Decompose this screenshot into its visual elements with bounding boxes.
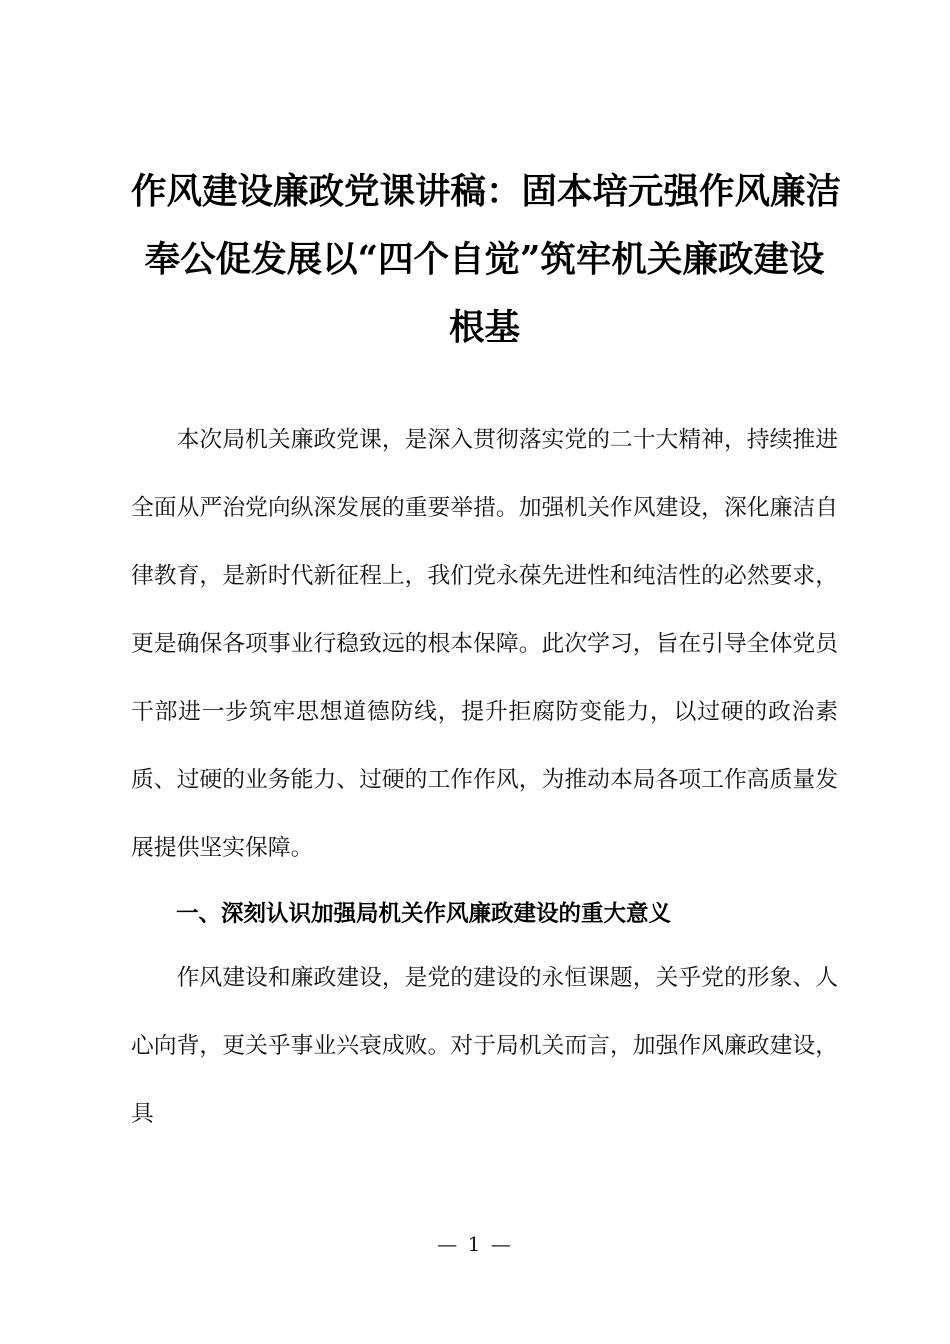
page-content-column: [131, 0, 842, 1148]
document-title-line-3: 根基: [448, 307, 520, 348]
title-body-spacer: [131, 362, 838, 406]
document-title: [131, 0, 842, 362]
body-paragraph-1: 本次局机关廉政党课，是深入贯彻落实党的二十大精神，持续推进全面从严治党向纵深发展的重要举措。加强机关作风建设，深化廉洁自律教育，是新时代新征程上，我们党永葆先进性和纯洁性的必然要求，更是确保各项事业行稳致远的根本保障。此次学习，旨在引导全体党员干部进一步筑牢思想道德防线，提升拒腐防变能力，以过硬的政治素质、过硬的业务能力、过硬的工作作风，为推动本局各项工作高质量发展提供坚实保障。: [131, 427, 838, 861]
body-paragraph-2: 作风建设和廉政建设，是党的建设的永恒课题，关乎党的形象、人心向背，更关乎事业兴衰成败。对于局机关而言，加强作风廉政建设，具: [131, 965, 838, 1127]
section-heading-1: 一、深刻认识加强局机关作风廉政建设的重大意义: [176, 901, 672, 926]
document-title-line-2: 奉公促发展以“四个自觉”筑牢机关廉政建设: [144, 239, 825, 280]
document-title-line-1: 作风建设廉政党课讲稿：固本培元强作风廉洁: [131, 171, 842, 212]
page-number-footer: — 1 —: [437, 1232, 513, 1256]
